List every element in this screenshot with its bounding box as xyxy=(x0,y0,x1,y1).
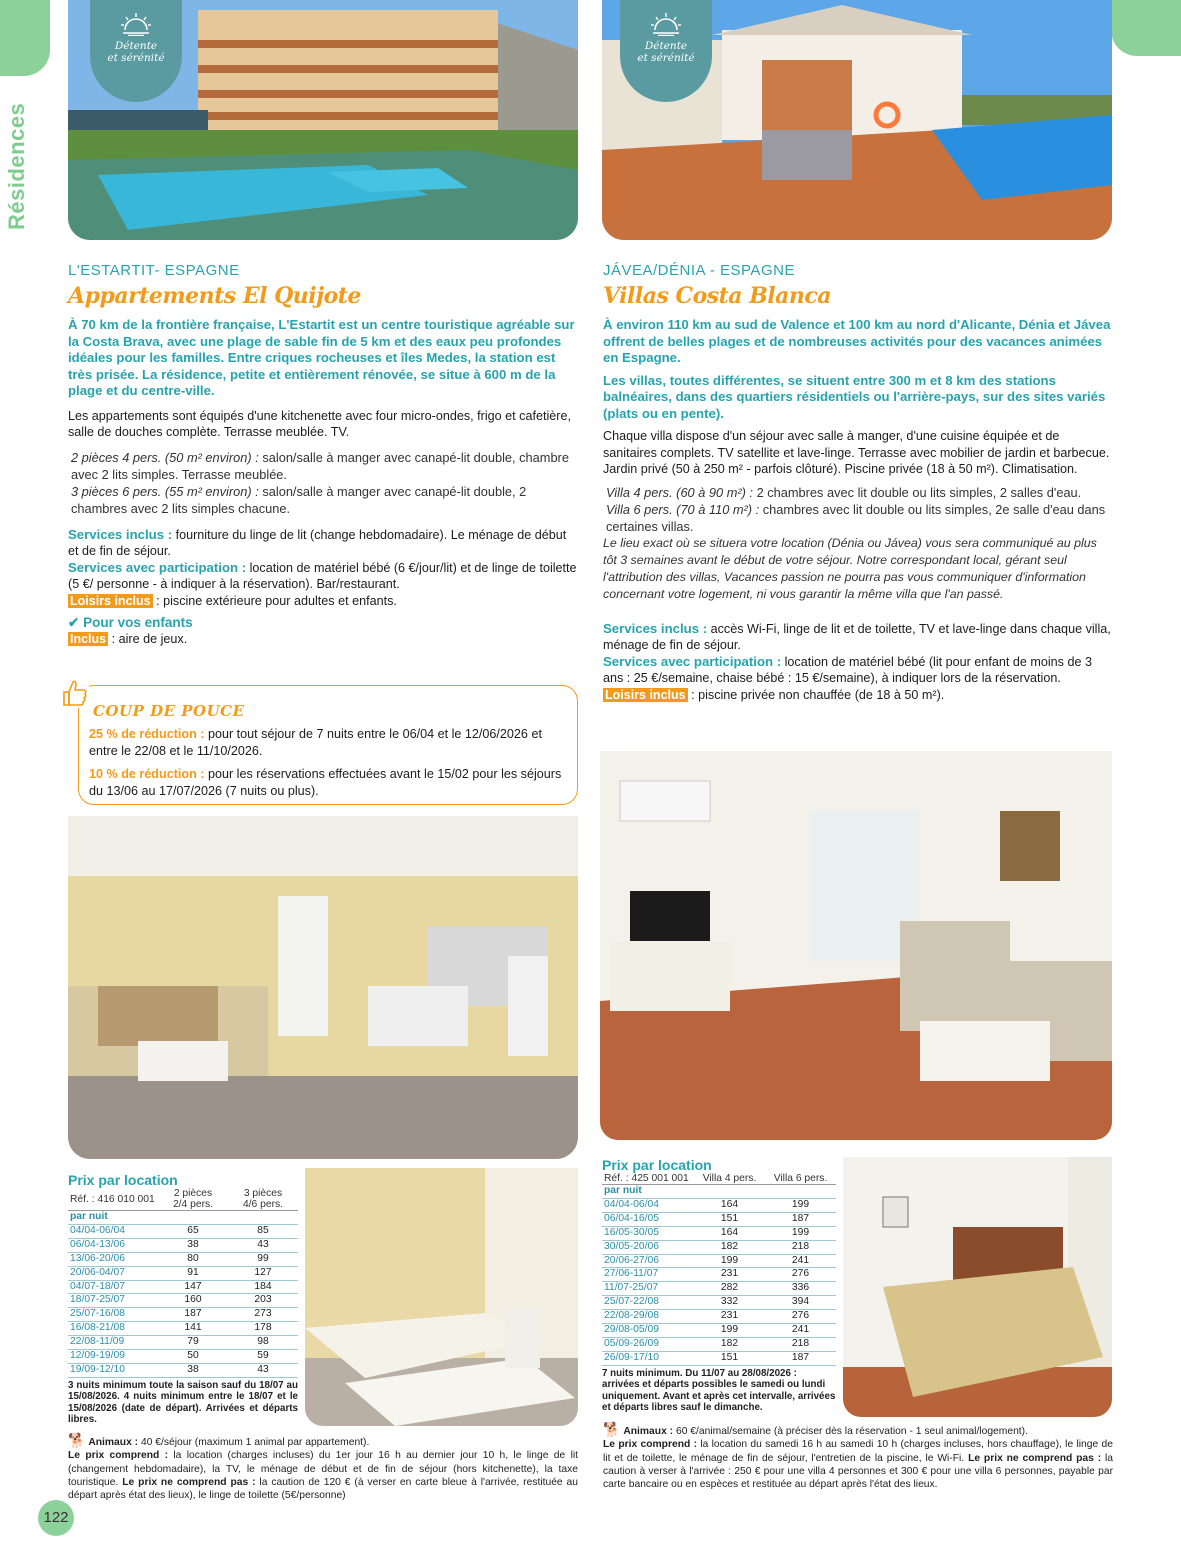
date-cell: 22/08-29/08 xyxy=(602,1310,694,1324)
kids-title: Pour vos enfants xyxy=(83,615,193,630)
table-row xyxy=(68,1238,298,1252)
price-cell-a: 199 xyxy=(694,1324,765,1338)
coup1-text: pour tout séjour de 7 nuits entre le 06/04 et le 12/06/2026 et entre le 22/08 et le 11/10/2026. xyxy=(89,727,542,758)
table-row xyxy=(68,1224,298,1238)
coup-title: COUP DE POUCE xyxy=(93,702,245,720)
price-cell-a: 182 xyxy=(694,1337,765,1351)
left-ne-comprend-label: Le prix ne comprend pas : xyxy=(122,1476,256,1488)
price-cell-a: 231 xyxy=(694,1310,765,1324)
right-price-info xyxy=(603,1438,1113,1491)
table-row xyxy=(68,1350,298,1364)
date-cell: 20/06-27/06 xyxy=(602,1254,694,1268)
left-col1-l1: 2 pièces xyxy=(173,1188,213,1199)
left-animals xyxy=(68,1434,578,1449)
photo-villa-living xyxy=(600,751,1112,1140)
left-services-part-label: Services avec participation : xyxy=(68,559,247,575)
right-notes: 7 nuits minimum. Du 11/07 au 28/08/2026 : arrivées et départs possibles le samedi ou lundi uniquement. Avant et après cet intervalle, arrivées et départs libres sauf le dimanche. xyxy=(602,1367,836,1414)
price-cell-b: 273 xyxy=(228,1308,298,1322)
left-loisirs-text: : piscine extérieure pour adultes et enfants. xyxy=(156,593,397,608)
right-loisirs xyxy=(603,687,1113,704)
price-cell-a: 151 xyxy=(694,1351,765,1365)
kids-tag: Inclus xyxy=(70,632,107,646)
left-services-inclus-text: fourniture du linge de lit (change hebdomadaire). Le ménage de début et de fin de séjour. xyxy=(68,527,567,558)
price-cell-b: 127 xyxy=(228,1266,298,1280)
right-services-part-label: Services avec participation : xyxy=(603,653,782,669)
date-cell: 04/07-18/07 xyxy=(68,1280,158,1294)
left-price-info xyxy=(68,1449,578,1502)
dog-icon: 🐕 xyxy=(68,1432,86,1448)
left-apt1-text: salon/salle à manger avec canapé-lit double, chambre avec 2 lits simples. Terrasse meublée. xyxy=(71,449,569,482)
left-prices-title: Prix par location xyxy=(68,1172,178,1188)
table-row xyxy=(68,1336,298,1350)
price-cell-b: 218 xyxy=(765,1337,836,1351)
right-price-rows xyxy=(602,1198,836,1365)
left-loisirs-tag: Loisirs inclus xyxy=(70,593,151,608)
coup2-text: pour les réservations effectuées avant le 15/02 pour les séjours du 13/06 au 17/07/2026 (7 nuits ou plus). xyxy=(89,767,562,798)
right-villa2-text: chambres avec lit double ou lits simples, 2e salle d'eau dans certaines villas. xyxy=(606,501,1106,534)
right-comprend-label: Le prix comprend : xyxy=(603,1439,698,1451)
date-cell: 27/06-11/07 xyxy=(602,1268,694,1282)
left-ne-comprend: la caution de 120 € (à verser en carte bleue à l'arrivée, restituée au départ après état des lieux), le linge de toilette (5€/personne) xyxy=(68,1476,578,1502)
table-row xyxy=(68,1363,298,1377)
table-row xyxy=(602,1310,836,1324)
date-cell: 06/04-16/05 xyxy=(602,1212,694,1226)
right-prices-title: Prix par location xyxy=(602,1157,712,1173)
date-cell: 16/05-30/05 xyxy=(602,1226,694,1240)
table-row xyxy=(68,1252,298,1266)
right-villa1 xyxy=(603,484,1113,501)
price-cell-b: 43 xyxy=(228,1238,298,1252)
date-cell: 22/08-11/09 xyxy=(68,1336,158,1350)
coup-line-2 xyxy=(89,766,569,799)
right-lieu: Le lieu exact où se situera votre location (Dénia ou Jávea) vous sera communiqué au plus tôt 3 semaines avant le début de votre séjour. Notre correspondant local, gérant seul l'attribution des villas, Vacances passion ne pourra pas vous communiquer d'information concernant votre logement, ni vous garantir la même villa que l'an passé. xyxy=(603,535,1097,601)
right-col1: Villa 4 pers. xyxy=(694,1173,765,1185)
price-cell-b: 276 xyxy=(765,1268,836,1282)
price-cell-a: 141 xyxy=(158,1322,228,1336)
price-cell-a: 65 xyxy=(158,1224,228,1238)
right-ne-comprend-label: Le prix ne comprend pas : xyxy=(968,1452,1102,1464)
left-price-block xyxy=(68,1172,300,1426)
left-per-night: par nuit xyxy=(68,1211,298,1225)
price-cell-b: 394 xyxy=(765,1296,836,1310)
right-services-inclus xyxy=(603,621,1113,654)
side-tab-band xyxy=(0,0,50,76)
badge-line-1: Détente xyxy=(114,40,158,52)
price-cell-b: 184 xyxy=(228,1280,298,1294)
price-cell-a: 231 xyxy=(694,1268,765,1282)
right-ne-comprend: la caution à verser à l'arrivée : 250 € pour une villa 4 personnes et 300 € pour une villa 6 personnes, payable par carte bancaire ou en espèces et restituée au départ après l'état des lieux. xyxy=(603,1452,1113,1491)
price-cell-a: 147 xyxy=(158,1280,228,1294)
price-cell-b: 199 xyxy=(765,1226,836,1240)
price-cell-b: 59 xyxy=(228,1350,298,1364)
price-cell-b: 241 xyxy=(765,1254,836,1268)
price-cell-a: 160 xyxy=(158,1294,228,1308)
kids-heading xyxy=(68,615,578,631)
left-location: L'ESTARTIT- ESPAGNE xyxy=(68,262,240,279)
right-services-inclus-text: accès Wi-Fi, linge de lit et de toilette, TV et lave-linge dans chaque villa, ménage de fin de séjour. xyxy=(603,621,1111,652)
date-cell: 04/04-06/04 xyxy=(68,1224,158,1238)
table-row xyxy=(68,1280,298,1294)
page-number: 122 xyxy=(38,1500,74,1536)
date-cell: 06/04-13/06 xyxy=(68,1238,158,1252)
relaxation-badge-2 xyxy=(620,0,712,102)
price-cell-a: 164 xyxy=(694,1226,765,1240)
right-loisirs-text: : piscine privée non chauffée (de 18 à 50 m²). xyxy=(691,687,945,702)
price-cell-b: 98 xyxy=(228,1336,298,1350)
left-description: Les appartements sont équipés d'une kitchenette avec four micro-ondes, frigo et cafetière, salle de douches complète. Terrasse meublée. TV. xyxy=(68,408,571,439)
price-cell-a: 282 xyxy=(694,1282,765,1296)
left-notes: 3 nuits minimum toute la saison sauf du 18/07 au 15/08/2026. 4 nuits minimum entre le 18/07 et le 15/08/2026 (date de départ). Arrivées et départs libres. xyxy=(68,1379,298,1426)
date-cell: 04/04-06/04 xyxy=(602,1198,694,1212)
table-row xyxy=(602,1351,836,1365)
right-col2: Villa 6 pers. xyxy=(765,1173,836,1185)
left-services-part-text: location de matériel bébé (6 €/jour/lit) et de linge de toilette (5 €/ personne - à indiquer à la réservation). Bar/restaurant. xyxy=(68,560,577,591)
sun-icon-2 xyxy=(651,12,681,36)
left-apt2 xyxy=(68,483,578,517)
badge-line-2b: et sérénité xyxy=(637,52,695,64)
left-col2-l2: 4/6 pers. xyxy=(242,1199,284,1210)
table-row xyxy=(602,1240,836,1254)
photo-quijote-bedroom xyxy=(305,1168,578,1426)
table-row xyxy=(602,1226,836,1240)
right-per-night-row xyxy=(602,1185,836,1199)
price-cell-b: 187 xyxy=(765,1351,836,1365)
coup1-label: 25 % de réduction : xyxy=(89,727,205,741)
price-cell-a: 38 xyxy=(158,1363,228,1377)
sun-icon xyxy=(121,12,151,36)
photo-residence-quijote xyxy=(68,0,578,240)
side-tab xyxy=(0,0,50,240)
date-cell: 11/07-25/07 xyxy=(602,1282,694,1296)
right-animals-label: Animaux : xyxy=(623,1426,674,1437)
date-cell: 19/09-12/10 xyxy=(68,1363,158,1377)
table-row xyxy=(602,1337,836,1351)
badge-line-2: et sérénité xyxy=(107,52,165,64)
right-animals-text: 60 €/animal/semaine (à préciser dès la réservation - 1 seul animal/logement). xyxy=(675,1426,1028,1437)
relaxation-badge xyxy=(90,0,182,102)
kids-text: : aire de jeux. xyxy=(111,632,188,646)
date-cell: 29/08-05/09 xyxy=(602,1324,694,1338)
right-villa2-label: Villa 6 pers. (70 à 110 m²) : xyxy=(606,501,760,517)
price-cell-a: 80 xyxy=(158,1252,228,1266)
left-column xyxy=(68,262,578,648)
date-cell: 26/09-17/10 xyxy=(602,1351,694,1365)
right-villa1-label: Villa 4 pers. (60 à 90 m²) : xyxy=(606,484,753,500)
date-cell: 25/07-16/08 xyxy=(68,1308,158,1322)
left-col2 xyxy=(228,1188,298,1211)
price-cell-b: 199 xyxy=(765,1198,836,1212)
table-row xyxy=(602,1268,836,1282)
left-price-rows xyxy=(68,1224,298,1377)
price-cell-a: 91 xyxy=(158,1266,228,1280)
left-title: Appartements El Quijote xyxy=(68,283,361,309)
right-comprend: la location du samedi 16 h au samedi 10 h (charges incluses, hors chauffage), le linge de lit et de toilette, le ménage de fin de séjour, l'entretien de la piscine, le Wi-Fi. xyxy=(603,1439,1113,1464)
right-intro-1: À environ 110 km au sud de Valence et 100 km au nord d'Alicante, Dénia et Jávea offrent de belles plages et de nombreuses activités pour des vacances animées en Espagne. xyxy=(603,317,1111,365)
thumbs-up-icon xyxy=(63,678,89,708)
coup-de-pouce-box xyxy=(78,685,578,805)
date-cell: 20/06-04/07 xyxy=(68,1266,158,1280)
price-cell-b: 203 xyxy=(228,1294,298,1308)
badge-line-1b: Détente xyxy=(644,40,688,52)
right-villa1-text: 2 chambres avec lit double ou lits simples, 2 salles d'eau. xyxy=(756,484,1082,500)
table-row xyxy=(68,1308,298,1322)
price-cell-a: 164 xyxy=(694,1198,765,1212)
left-animals-text: 40 €/séjour (maximum 1 animal par appartement). xyxy=(140,1437,370,1448)
price-cell-a: 187 xyxy=(158,1308,228,1322)
left-services-part xyxy=(68,560,578,593)
table-row xyxy=(68,1266,298,1280)
price-cell-b: 336 xyxy=(765,1282,836,1296)
left-comprend: la location (charges incluses) du 1er jour 16 h au dernier jour 10 h, le linge de lit (changement hebdomadaire), la TV, le ménage de début et de fin de séjour (hors kitchenette), la taxe touristique. xyxy=(68,1450,579,1488)
price-cell-b: 43 xyxy=(228,1363,298,1377)
kids-line xyxy=(68,631,578,648)
date-cell: 12/09-19/09 xyxy=(68,1350,158,1364)
table-row xyxy=(602,1212,836,1226)
left-services-inclus-label: Services inclus : xyxy=(68,526,173,542)
right-services-part xyxy=(603,654,1113,687)
right-column xyxy=(603,262,1113,703)
left-col1-l2: 2/4 pers. xyxy=(172,1199,214,1210)
date-cell: 25/07-22/08 xyxy=(602,1296,694,1310)
table-header xyxy=(68,1188,298,1211)
right-price-block xyxy=(602,1157,838,1414)
photo-villa-pool xyxy=(602,0,1112,240)
right-ref: Réf. : 425 001 001 xyxy=(602,1173,694,1185)
price-cell-b: 178 xyxy=(228,1322,298,1336)
price-cell-b: 187 xyxy=(765,1212,836,1226)
coup2-label: 10 % de réduction : xyxy=(89,767,205,781)
left-apt1-label: 2 pièces 4 pers. (50 m² environ) : xyxy=(71,449,259,465)
price-cell-b: 99 xyxy=(228,1252,298,1266)
photo-quijote-living xyxy=(68,816,578,1159)
right-villa2 xyxy=(603,501,1113,535)
price-cell-b: 85 xyxy=(228,1224,298,1238)
price-cell-b: 218 xyxy=(765,1240,836,1254)
corner-tab xyxy=(1111,0,1181,56)
right-price-table xyxy=(602,1173,836,1366)
table-row xyxy=(68,1294,298,1308)
date-cell: 30/05-20/06 xyxy=(602,1240,694,1254)
left-footer xyxy=(68,1434,578,1502)
table-row xyxy=(602,1254,836,1268)
photo-villa-bedroom xyxy=(843,1157,1112,1417)
price-cell-a: 79 xyxy=(158,1336,228,1350)
table-row xyxy=(602,1282,836,1296)
left-price-table xyxy=(68,1188,298,1378)
left-col2-l1: 3 pièces xyxy=(243,1188,283,1199)
date-cell: 16/08-21/08 xyxy=(68,1322,158,1336)
left-comprend-label: Le prix comprend : xyxy=(68,1450,169,1462)
left-intro: À 70 km de la frontière française, L'Estartit est un centre touristique agréable sur la Costa Brava, avec une plage de sable fin de 5 km et des eaux peu profondes idéales pour les familles. Entre criques rocheuses et îles Medes, la station est très prisée. La résidence, petite et entièrement rénovée, se situe à 600 m de la plage et du centre-ville. xyxy=(68,317,575,398)
right-table-header xyxy=(602,1173,836,1185)
left-apt1 xyxy=(68,449,578,483)
table-row xyxy=(68,1322,298,1336)
price-cell-a: 199 xyxy=(694,1254,765,1268)
price-cell-a: 151 xyxy=(694,1212,765,1226)
price-cell-b: 241 xyxy=(765,1324,836,1338)
price-cell-a: 332 xyxy=(694,1296,765,1310)
left-animals-label: Animaux : xyxy=(88,1437,139,1448)
left-apt2-label: 3 pièces 6 pers. (55 m² environ) : xyxy=(71,483,259,499)
left-apt2-text: salon/salle à manger avec canapé-lit double, 2 chambres avec 2 lits simples chacune. xyxy=(71,483,527,516)
left-services-inclus xyxy=(68,527,578,560)
check-icon: ✔ xyxy=(68,615,80,630)
right-title: Villas Costa Blanca xyxy=(603,283,832,309)
price-cell-a: 50 xyxy=(158,1350,228,1364)
date-cell: 05/09-26/09 xyxy=(602,1337,694,1351)
section-label: Résidences xyxy=(4,102,29,230)
right-animals xyxy=(603,1423,1113,1438)
left-ref: Réf. : 416 010 001 xyxy=(68,1188,158,1211)
coup-line-1 xyxy=(89,726,569,759)
right-footer xyxy=(603,1423,1113,1491)
price-cell-a: 38 xyxy=(158,1238,228,1252)
right-intro-2: Les villas, toutes différentes, se situent entre 300 m et 8 km des stations balnéaires, dans des quartiers résidentiels ou l'arrière-pays, sur des sites variés (plats ou en pente). xyxy=(603,372,1106,421)
table-row xyxy=(602,1296,836,1310)
date-cell: 18/07-25/07 xyxy=(68,1294,158,1308)
left-loisirs xyxy=(68,593,578,610)
left-col1 xyxy=(158,1188,228,1211)
table-row xyxy=(602,1198,836,1212)
right-per-night: par nuit xyxy=(602,1185,836,1199)
price-cell-a: 182 xyxy=(694,1240,765,1254)
price-cell-b: 276 xyxy=(765,1310,836,1324)
table-row xyxy=(602,1324,836,1338)
right-services-part-text: location de matériel bébé (lit pour enfant de moins de 3 ans : 25 €/semaine, chaise bébé : 15 €/semaine), à indiquer lors de la réservation. xyxy=(603,654,1092,685)
right-location: JÁVEA/DÉNIA - ESPAGNE xyxy=(603,262,795,279)
right-loisirs-tag: Loisirs inclus xyxy=(605,687,686,702)
right-services-inclus-label: Services inclus : xyxy=(603,620,708,636)
dog-icon-2: 🐕 xyxy=(603,1421,621,1437)
per-night-row xyxy=(68,1211,298,1225)
date-cell: 13/06-20/06 xyxy=(68,1252,158,1266)
right-description: Chaque villa dispose d'un séjour avec salle à manger, d'une cuisine équipée et de sanitaires complets. TV satellite et lave-linge. Terrasse avec mobilier de jardin et barbecue. Jardin privé (50 à 250 m² - parfois clôturé). Piscine privée (18 à 50 m²). Climatisation. xyxy=(603,429,1110,476)
